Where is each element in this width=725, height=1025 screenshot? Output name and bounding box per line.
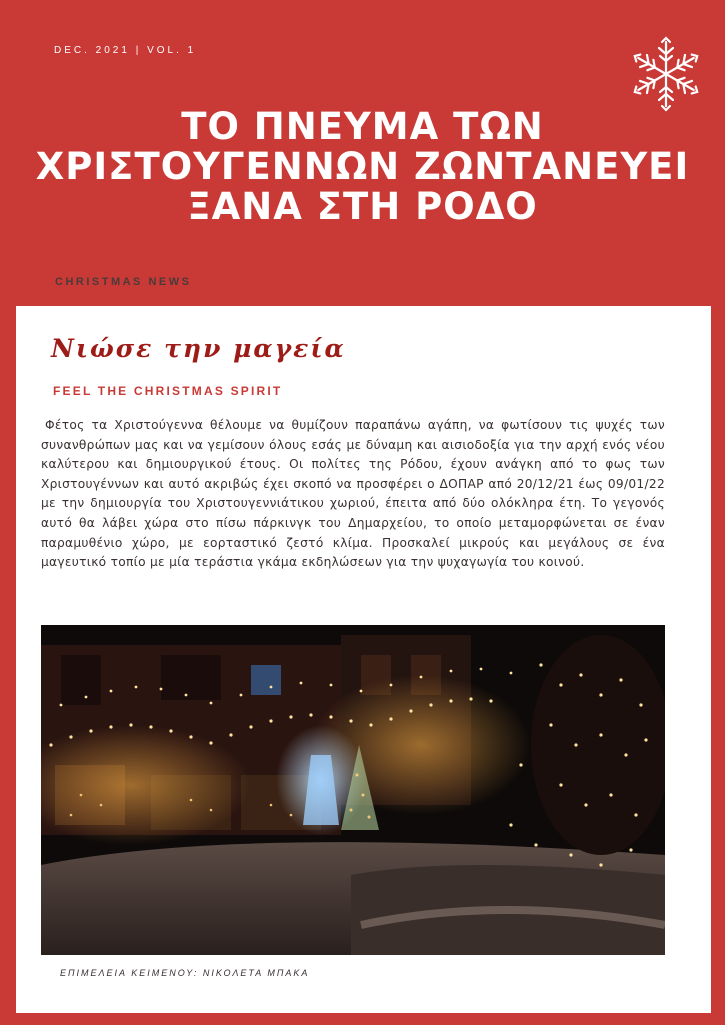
headline-line-2: ΧΡΙΣΤΟΥΓΕΝΝΩΝ ΖΩΝΤΑΝΕΥΕΙ <box>35 145 690 188</box>
text-credit: ΕΠΙΜΕΛΕΙΑ ΚΕΙΜΕΝΟΥ: ΝΙΚΟΛΕΤΑ ΜΠΑΚΑ <box>60 968 310 978</box>
section-tag: CHRISTMAS NEWS <box>55 276 192 288</box>
article-body: Φέτος τα Χριστούγεννα θέλουμε να θυμίζουν παραπάνω αγάπη, να φωτίσουν τις ψυχές των συνανθρώπων μας και να γεμίσουν όλους εσάς με δύναμη και αισιοδοξία για την αρχή ενός νέου καλύτερου και δημιουργικού έτους. Οι πολίτες της Ρόδου, έχουν ανάγκη από το φως των Χριστουγέννων και αυτό ακριβώς έχει σκοπό να προσφέρει ο ΔΟΠΑΡ από 20/12/21 έως 09/01/22 με την δημιουργία του Χριστουγεννιάτικου χωριού, έπειτα από δύο ολόκληρα έτη. Το γεγονός αυτό θα λάβει χώρα στο πίσω πάρκινγκ του Δημαρχείου, το οποίο μεταμορφώνεται σε έναν παραμυθένιο χώρο, με εορταστικό ζεστό κλίμα. Προσκαλεί μικρούς και μεγάλους σε ένα μαγευτικό τοπίο με μία τεράστια γκάμα εκδηλώσεων για την ψυχαγωγία του κοινού. <box>41 418 665 570</box>
headline-line-1: ΤΟ ΠΝΕΥΜΑ ΤΩΝ <box>181 105 544 148</box>
article-tagline: FEEL THE CHRISTMAS SPIRIT <box>53 384 283 398</box>
snowflake-icon <box>628 36 704 112</box>
article-card <box>16 306 711 1013</box>
christmas-village-photo <box>41 625 665 955</box>
headline <box>0 107 725 227</box>
article-subtitle: Νιώσε την μαγεία <box>51 334 346 363</box>
issue-label: DEC. 2021 | VOL. 1 <box>54 45 197 56</box>
headline-line-3: ΞΑΝΑ ΣΤΗ ΡΟΔΟ <box>187 185 538 228</box>
